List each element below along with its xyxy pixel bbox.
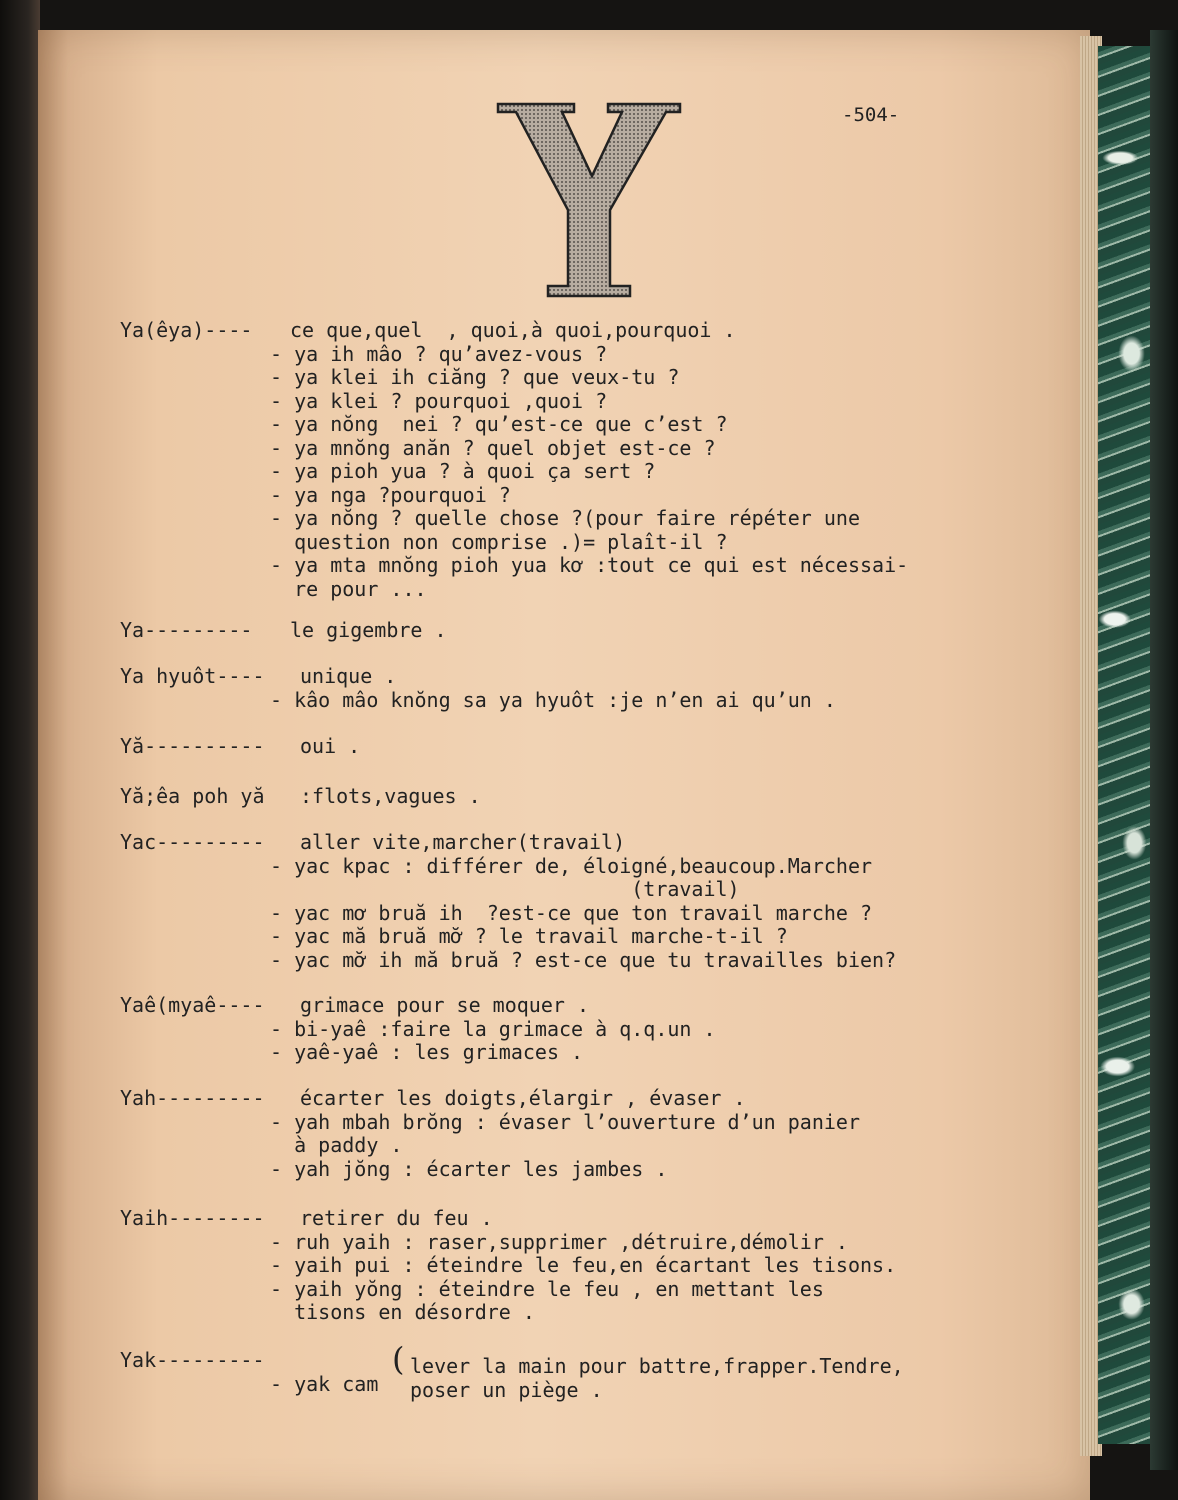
book-cover bbox=[1150, 30, 1178, 1470]
entry-example: - kâo mâo knŏng sa ya hyuôt :je n’en ai qu’un . bbox=[270, 687, 836, 712]
brace-icon: ( bbox=[392, 1340, 405, 1378]
entry-example: - yac mơ bruă ih ?est-ce que ton travail marche ? bbox=[270, 900, 873, 925]
entry-definition: aller vite,marcher(travail) bbox=[300, 830, 626, 854]
entry-example: - yaê-yaê : les grimaces . bbox=[270, 1040, 584, 1064]
entry-definition: :flots,vagues . bbox=[300, 784, 481, 808]
entry-headword: Ya(êya)---- bbox=[120, 318, 253, 342]
entry-example: - ya pioh yua ? à quoi ça sert ? bbox=[270, 459, 656, 483]
entry-example: à paddy . bbox=[270, 1133, 403, 1157]
entry-example: - yac kpac : différer de, éloigné,beaucoup.Marcher bbox=[270, 853, 873, 878]
entry-headword: Yac--------- bbox=[120, 830, 265, 854]
entry-example: - ya mnŏng anăn ? quel objet est-ce ? bbox=[270, 435, 716, 460]
entry-headword: Ya hyuôt---- bbox=[120, 664, 265, 688]
entry-headword: Yak--------- bbox=[120, 1348, 265, 1372]
entry-example: - ya nŏng nei ? qu’est-ce que c’est ? bbox=[270, 412, 728, 436]
entry-headword: Yah--------- bbox=[120, 1086, 265, 1110]
entry-definition: unique . bbox=[300, 664, 397, 688]
marbled-edge bbox=[1098, 46, 1154, 1444]
entry-example: - yah mbah brŏng : évaser l’ouverture d’un panier bbox=[270, 1109, 861, 1134]
entry-example: question non comprise .)= plaît-il ? bbox=[270, 529, 728, 554]
entry-definition: oui . bbox=[300, 734, 361, 758]
ornamental-letter bbox=[496, 96, 682, 302]
entry-definition: ce que,quel , quoi,à quoi,pourquoi . bbox=[290, 318, 736, 342]
entry-example: - yac mơ̆ ih mă bruă ? est-ce que tu travailles bien? bbox=[270, 947, 897, 972]
entry-braced-definition: poser un piège . bbox=[410, 1377, 603, 1402]
entry-example: - bi-yaê :faire la grimace à q.q.un . bbox=[270, 1016, 716, 1041]
entry-example: - ya klei ih ciăng ? que veux-tu ? bbox=[270, 365, 680, 389]
entry-example: - ruh yaih : raser,supprimer ,détruire,démolir . bbox=[270, 1229, 848, 1254]
entry-example: - ya klei ? pourquoi ,quoi ? bbox=[270, 388, 608, 413]
ornamental-letter-text: Y bbox=[496, 96, 497, 97]
entry-headword: Ya--------- bbox=[120, 618, 253, 642]
entry-example: tisons en désordre . bbox=[270, 1300, 535, 1324]
entry-definition: écarter les doigts,élargir , évaser . bbox=[300, 1086, 746, 1110]
entry-braced-definition: lever la main pour battre,frapper.Tendre, bbox=[410, 1354, 904, 1378]
entry-example: (travail) bbox=[270, 877, 740, 901]
entry-example: re pour ... bbox=[270, 576, 427, 601]
page-number: -504- bbox=[842, 104, 900, 126]
book-spine bbox=[0, 0, 40, 1500]
entry-example: - ya ih mâo ? qu’avez-vous ? bbox=[270, 341, 608, 366]
entry-example: - yah jŏng : écarter les jambes . bbox=[270, 1156, 668, 1181]
entry-definition: grimace pour se moquer . bbox=[300, 993, 589, 1017]
entry-definition: retirer du feu . bbox=[300, 1206, 493, 1230]
entry-example: - ya nga ?pourquoi ? bbox=[270, 482, 511, 507]
entry-definition: le gigembre . bbox=[290, 618, 447, 642]
entry-headword: Yă---------- bbox=[120, 734, 265, 758]
entry-example: - yaih pui : éteindre le feu,en écartant les tisons. bbox=[270, 1253, 897, 1277]
entry-example: - yak cam bbox=[270, 1371, 379, 1396]
entry-headword: Yă;êa poh yă bbox=[120, 784, 265, 808]
entry-headword: Yaih-------- bbox=[120, 1206, 265, 1230]
entry-example: - ya mta mnŏng pioh yua kơ :tout ce qui est nécessai- bbox=[270, 553, 909, 577]
entry-example: - yaih yŏng : éteindre le feu , en mettant les bbox=[270, 1276, 824, 1301]
entry-example: - ya nŏng ? quelle chose ?(pour faire répéter une bbox=[270, 506, 861, 530]
entry-example: - yac mă bruă mơ̆ ? le travail marche-t-il ? bbox=[270, 924, 788, 948]
entry-headword: Yaê(myaê---- bbox=[120, 993, 265, 1017]
